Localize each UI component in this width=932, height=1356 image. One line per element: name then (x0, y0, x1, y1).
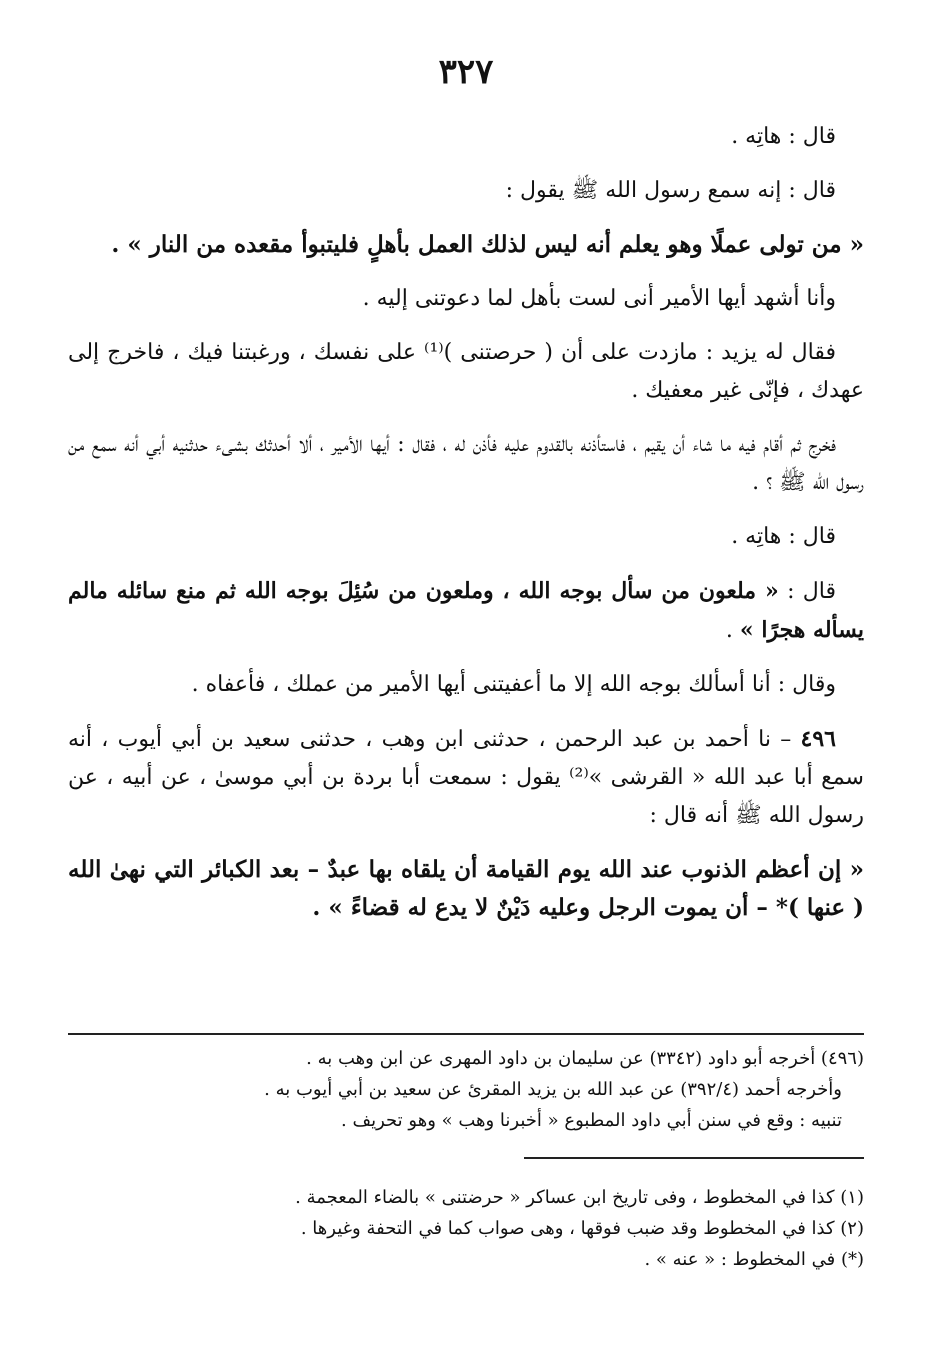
footnote-divider-short (524, 1157, 864, 1159)
mixed-suffix: . (725, 618, 740, 643)
prophetic-quote-1: « من تولى عملًا وهو يعلم أنه ليس لذلك العمل بأهلٍ فليتبوأ مقعده من النار » . (111, 231, 864, 258)
page-number: ٣٢٧ (438, 52, 494, 92)
footnotes (68, 1182, 864, 1275)
paragraph-6: فخرج ثم أقام فيه ما شاء أن يقيم ، فاستأذنه بالقدوم عليه فأذن له ، فقال : أيها الأمير ، ألا أحدثك بشىء حدثنيه أبي أنه سمع من رسول الله ﷺ ؟ . (68, 432, 864, 495)
hadith-chain (68, 720, 864, 835)
takhrij-notes (68, 1043, 864, 1136)
paragraph-mixed (68, 572, 864, 650)
takhrij-note-1: (٤٩٦) أخرجه أبو داود (٣٣٤٢) عن سليمان بن داود المهرى عن ابن وهب به . (306, 1048, 864, 1069)
paragraph-4: وأنا أشهد أيها الأمير أنى لست بأهل لما دعوتنى إليه . (362, 286, 836, 311)
prophetic-quote-2: « ملعون من سأل بوجه الله ، وملعون من سُئِلَ بوجه الله ثم منع سائله مالم يسأله هجرًا » (68, 578, 864, 643)
footnote-divider-full (68, 1033, 864, 1035)
takhrij-note-3: تنبيه : وقع في سنن أبي داود المطبوع « أخبرنا وهب » وهو تحريف . (341, 1110, 842, 1131)
hadith-number: ٤٩٦ (800, 726, 836, 752)
paragraph-1: قال : هاتِه . (731, 124, 836, 149)
hadith-text: – نا أحمد بن عبد الرحمن ، حدثنى ابن وهب ، حدثنى سعيد بن أبي أيوب ، أنه سمع أبا عبد الله « القرشى »⁽²⁾ يقول : سمعت أبا بردة بن أبي موسىٰ ، عن أبيه ، عن رسول الله ﷺ أنه قال : (68, 727, 864, 828)
mixed-prefix: قال : (778, 579, 836, 604)
footnote-3: (*) في المخطوط : « عنه » . (644, 1249, 864, 1270)
paragraph-7: قال : هاتِه . (731, 524, 836, 549)
takhrij-note-2: وأخرجه أحمد (٣٩٢/٤) عن عبد الله بن يزيد المقرئ عن سعيد بن أبي أيوب به . (264, 1079, 842, 1100)
prophetic-quote-3: « إن أعظم الذنوب عند الله يوم القيامة أن يلقاه بها عبدٌ – بعد الكبائر التي نهىٰ الله ( عنها )* – أن يموت الرجل وعليه دَيْنٌ لا يدع له قضاءً » . (68, 856, 864, 921)
footnote-1: (١) كذا في المخطوط ، وفى تاريخ ابن عساكر « حرضتنى » بالضاء المعجمة . (295, 1187, 864, 1208)
main-text (68, 118, 864, 943)
paragraph-2: قال : إنه سمع رسول الله ﷺ يقول : (505, 178, 836, 203)
paragraph-5: فقال له يزيد : مازدت على أن ( حرصتنى )⁽¹⁾ على نفسك ، ورغبتنا فيك ، فاخرج إلى عهدك ، فإنّى غير معفيك . (68, 340, 864, 403)
paragraph-after: وقال : أنا أسألك بوجه الله إلا ما أعفيتنى أيها الأمير من عملك ، فأعفاه . (191, 672, 836, 697)
footnote-2: (٢) كذا في المخطوط وقد ضبب فوقها ، وهى صواب كما في التحفة وغيرها . (300, 1218, 864, 1239)
